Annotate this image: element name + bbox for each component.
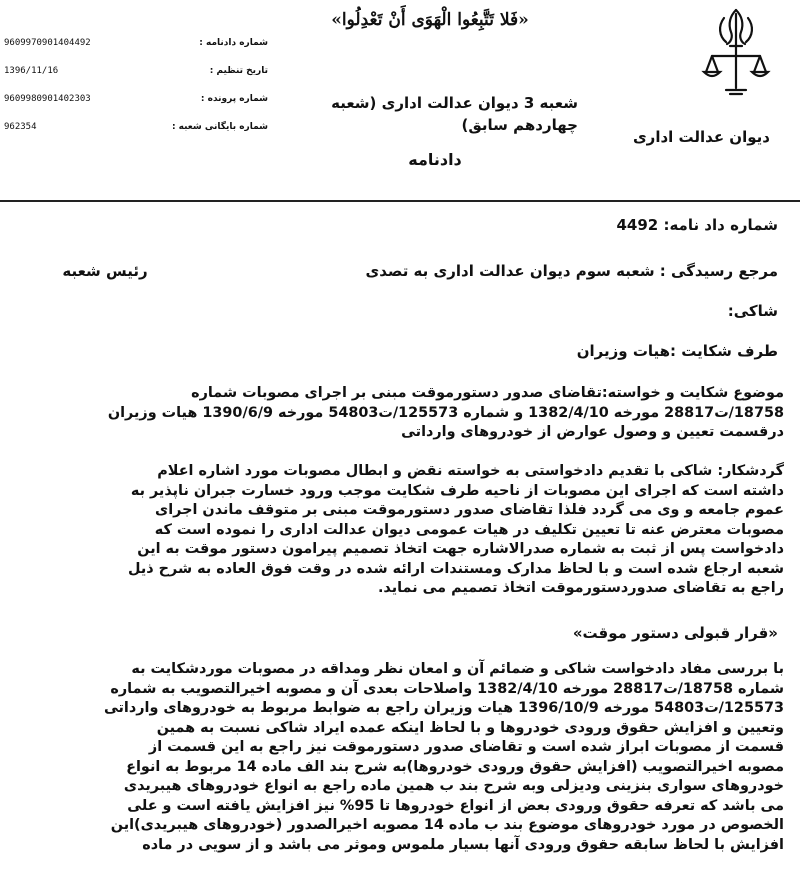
meta-value: 962354 xyxy=(4,122,37,132)
complainant: شاکی: xyxy=(727,302,778,320)
branch-head-signature: رئیس شعبه xyxy=(62,262,148,280)
header-divider xyxy=(0,200,800,202)
reference-authority: مرجع رسیدگی : شعبه سوم دیوان عدالت اداری به تصدی xyxy=(365,262,778,280)
subject-paragraph xyxy=(14,384,784,443)
meta-label: شماره پرونده : xyxy=(200,94,268,104)
order-title: «قرار قبولی دستور موقت» xyxy=(572,624,778,642)
report-line: دادخواست پس از ثبت به شماره صدرالاشاره جهت اتخاذ تصمیم پیرامون دستور موقت به این xyxy=(137,541,784,557)
respondent: طرف شکایت :هیات وزیران xyxy=(576,342,778,360)
meta-row xyxy=(4,122,274,150)
meta-row xyxy=(4,66,274,94)
document-metadata xyxy=(4,38,274,150)
report-line: مصوبات معترض عنه تا تعیین تکلیف در هیات عمومی دیوان عدالت اداری را نموده است که xyxy=(154,521,784,538)
order-line: 125573/ت54803 مورخه 1396/10/9 هیات وزیران راجع به ضوابط مربوط به خودروهای وارداتی xyxy=(103,700,784,716)
meta-value: 1396/11/16 xyxy=(4,66,59,76)
report-line: راجع به تقاضای صدوردستورموقت اتخاذ تصمیم می نماید. xyxy=(377,580,784,596)
report-line: گردشکار: شاکی با تقدیم دادخواستی به خواسته نقض و ابطال مصوبات مورد اشاره اعلام xyxy=(157,463,784,479)
meta-value: 9609980901402303 xyxy=(4,94,91,104)
order-paragraph xyxy=(14,660,784,855)
decision-number: شماره داد نامه: 4492 xyxy=(616,216,778,234)
report-paragraph xyxy=(14,462,784,599)
report-line: داشته است که اجرای این مصوبات از ناحیه طرف شکایت موجب ورود خسارت جبران ناپذیر به xyxy=(130,482,784,499)
court-name: دیوان عدالت اداری xyxy=(632,128,770,146)
meta-label: شماره بایگانی شعبه : xyxy=(171,122,268,132)
meta-value: 9609970901404492 xyxy=(4,38,91,48)
order-line: افزایش با لحاظ سابقه حقوق ورودی آنها بسیار ملموس وموثر می باشد و از سویی در ماده xyxy=(142,836,784,853)
branch-title: شعبه 3 دیوان عدالت اداری (شعبه چهاردهم سابق) xyxy=(331,94,578,134)
order-line: با بررسی مفاد دادخواست شاکی و ضمائم آن و امعان نظر ومداقه در مصوبات موردشکایت به xyxy=(131,661,784,677)
report-line: عموم جامعه و وی می گردد فلذا تقاضای صدور دستورموقت مبنی بر متوقف ماندن اجرای xyxy=(155,502,784,518)
report-line: شعبه ارجاع شده است و با لحاظ مدارک ومستندات ارائه شده در وقت فوق العاده به شرح ذیل xyxy=(128,560,784,577)
subject-line: موضوع شکایت و خواسته:تقاضای صدور دستورموقت مبنی بر اجرای مصوبات شماره xyxy=(191,385,784,401)
order-line: می باشد که تعرفه حقوق ورودی بعض از انواع خودروها تا 95% نیز افزایش یافته است و علی xyxy=(127,797,784,814)
iran-emblem-scales-icon xyxy=(700,4,772,100)
subject-line: درقسمت تعیین و وصول عوارض از خودروهای وارداتی xyxy=(401,424,784,440)
document-label: دادنامه xyxy=(408,150,462,169)
order-line: شماره 18758/ت28817 مورخه 1382/4/10 واصلاحات بعدی آن و مصوبه اخیرالتصویب به شماره xyxy=(110,680,784,697)
order-line: الخصوص در مورد خودروهای موضوع بند ب ماده 14 مصوبه اخیرالصدور (خودروهای هیبریدی)این xyxy=(110,817,784,833)
quran-verse: «فَلا تَتَّبِعُوا الْهَوَى أَنْ تَعْدِلُوا» xyxy=(331,10,529,30)
subject-line: 18758/ت28817 مورخه 1382/4/10 و شماره 125573/ت54803 مورخه 1390/6/9 هیات وزیران xyxy=(107,404,784,421)
meta-row xyxy=(4,38,274,66)
order-line: وتعیین و افزایش حقوق ورودی خودروها و با لحاظ اینکه عمده ایراد شاکی نسبت به همین xyxy=(156,719,784,736)
order-line: مصوبه اخیرالتصویب (افزایش حقوق ورودی خودروها)به شرح بند الف ماده 14 مربوط به انواع xyxy=(126,758,784,775)
meta-row xyxy=(4,94,274,122)
meta-label: شماره دادنامه : xyxy=(199,38,268,48)
order-line: خودروهای سواری بنزینی ودیزلی وبه شرح بند ب همین ماده راجع به انواع خودروهای هیبریدی xyxy=(123,778,784,794)
meta-label: تاریخ تنظیم : xyxy=(209,66,268,76)
order-line: قسمت از مصوبات ابراز شده است و تقاضای صدور دستورموقت نیز راجع به این قسمت از xyxy=(148,739,784,755)
